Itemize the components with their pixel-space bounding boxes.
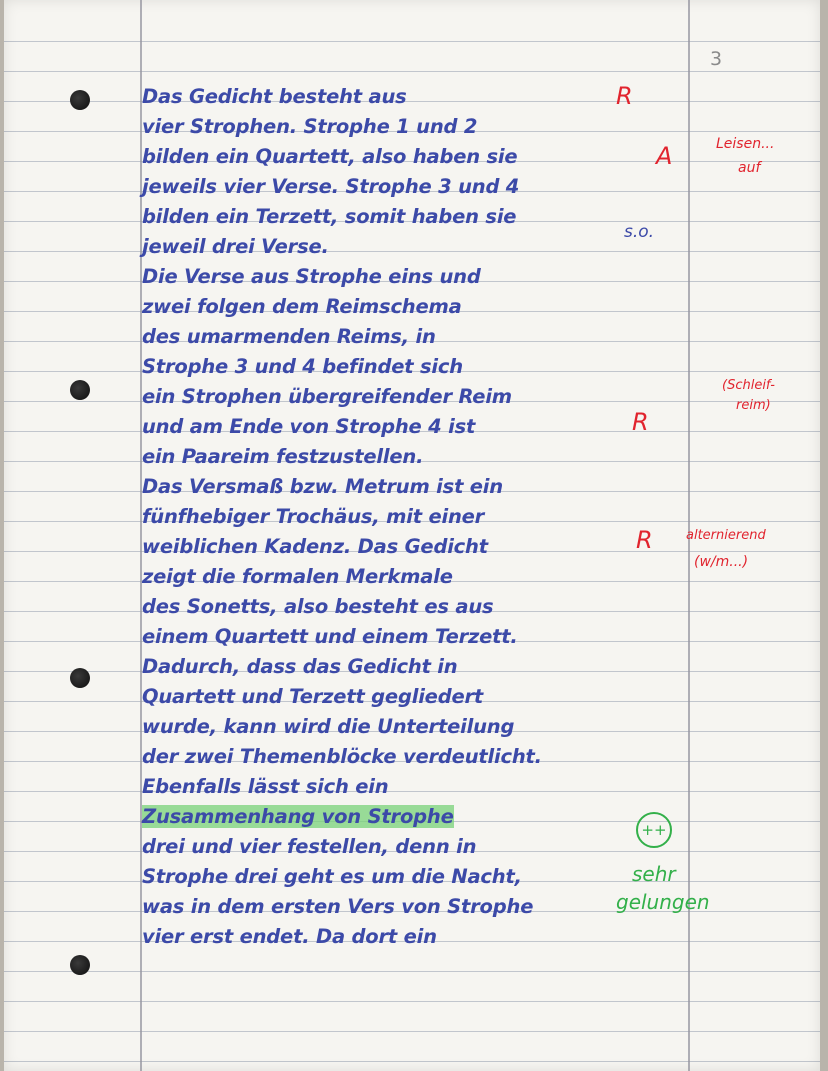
punch-hole	[70, 90, 90, 110]
correction-mark-r: R	[616, 82, 633, 110]
correction-mark-a: A	[656, 142, 673, 170]
essay-line: Die Verse aus Strophe eins und	[142, 265, 481, 288]
notebook-page	[4, 0, 820, 1071]
essay-line: jeweils vier Verse. Strophe 3 und 4	[142, 175, 520, 198]
essay-line: Strophe drei geht es um die Nacht,	[142, 865, 522, 888]
punch-hole	[70, 668, 90, 688]
margin-note-alternierend: alternierend	[686, 528, 766, 543]
essay-line: Ebenfalls lässt sich ein	[142, 775, 389, 798]
punch-hole	[70, 955, 90, 975]
margin-note-auf: auf	[738, 160, 761, 176]
essay-line: jeweil drei Verse.	[142, 235, 329, 258]
margin-note-sehr: sehr	[632, 862, 676, 886]
essay-line: des umarmenden Reims, in	[142, 325, 436, 348]
essay-line: Quartett und Terzett gegliedert	[142, 685, 484, 708]
margin-note-schleifreim-1: (Schleif-	[722, 378, 775, 393]
essay-text	[142, 82, 702, 952]
essay-line: was in dem ersten Vers von Strophe	[142, 895, 534, 918]
essay-line: weiblichen Kadenz. Das Gedicht	[142, 535, 488, 558]
highlighted-text: Zusammenhang von Strophe	[142, 805, 454, 828]
essay-line: und am Ende von Strophe 4 ist	[142, 415, 476, 438]
essay-line: ein Strophen übergreifender Reim	[142, 385, 512, 408]
margin-note-wm: (w/m...)	[694, 554, 749, 570]
essay-line: bilden ein Quartett, also haben sie	[142, 145, 518, 168]
essay-line: vier erst endet. Da dort ein	[142, 925, 437, 948]
essay-line: zwei folgen dem Reimschema	[142, 295, 462, 318]
page-number: 3	[710, 48, 723, 70]
margin-note-so: s.o.	[624, 222, 655, 242]
margin-note-leisen: Leisen...	[716, 136, 775, 152]
margin-note-gelungen: gelungen	[616, 890, 710, 914]
correction-mark-r: R	[632, 408, 649, 436]
essay-line: zeigt die formalen Merkmale	[142, 565, 453, 588]
essay-line: Dadurch, dass das Gedicht in	[142, 655, 458, 678]
essay-line: des Sonetts, also besteht es aus	[142, 595, 494, 618]
essay-line: ein Paareim festzustellen.	[142, 445, 424, 468]
essay-line: bilden ein Terzett, somit haben sie	[142, 205, 517, 228]
correction-mark-r: R	[636, 526, 653, 554]
essay-line: Strophe 3 und 4 befindet sich	[142, 355, 463, 378]
essay-line: Das Versmaß bzw. Metrum ist ein	[142, 475, 503, 498]
essay-line: drei und vier festellen, denn in	[142, 835, 477, 858]
essay-line: wurde, kann wird die Unterteilung	[142, 715, 515, 738]
essay-line-highlighted	[142, 802, 702, 832]
essay-line: Das Gedicht besteht aus	[142, 85, 407, 108]
essay-line: vier Strophen. Strophe 1 und 2	[142, 115, 478, 138]
essay-line: einem Quartett und einem Terzett.	[142, 625, 518, 648]
margin-note-schleifreim-2: reim)	[736, 398, 771, 413]
essay-line: der zwei Themenblöcke verdeutlicht.	[142, 745, 542, 768]
essay-line: fünfhebiger Trochäus, mit einer	[142, 505, 485, 528]
punch-hole	[70, 380, 90, 400]
margin-note-plus-circle: ++	[636, 812, 672, 848]
